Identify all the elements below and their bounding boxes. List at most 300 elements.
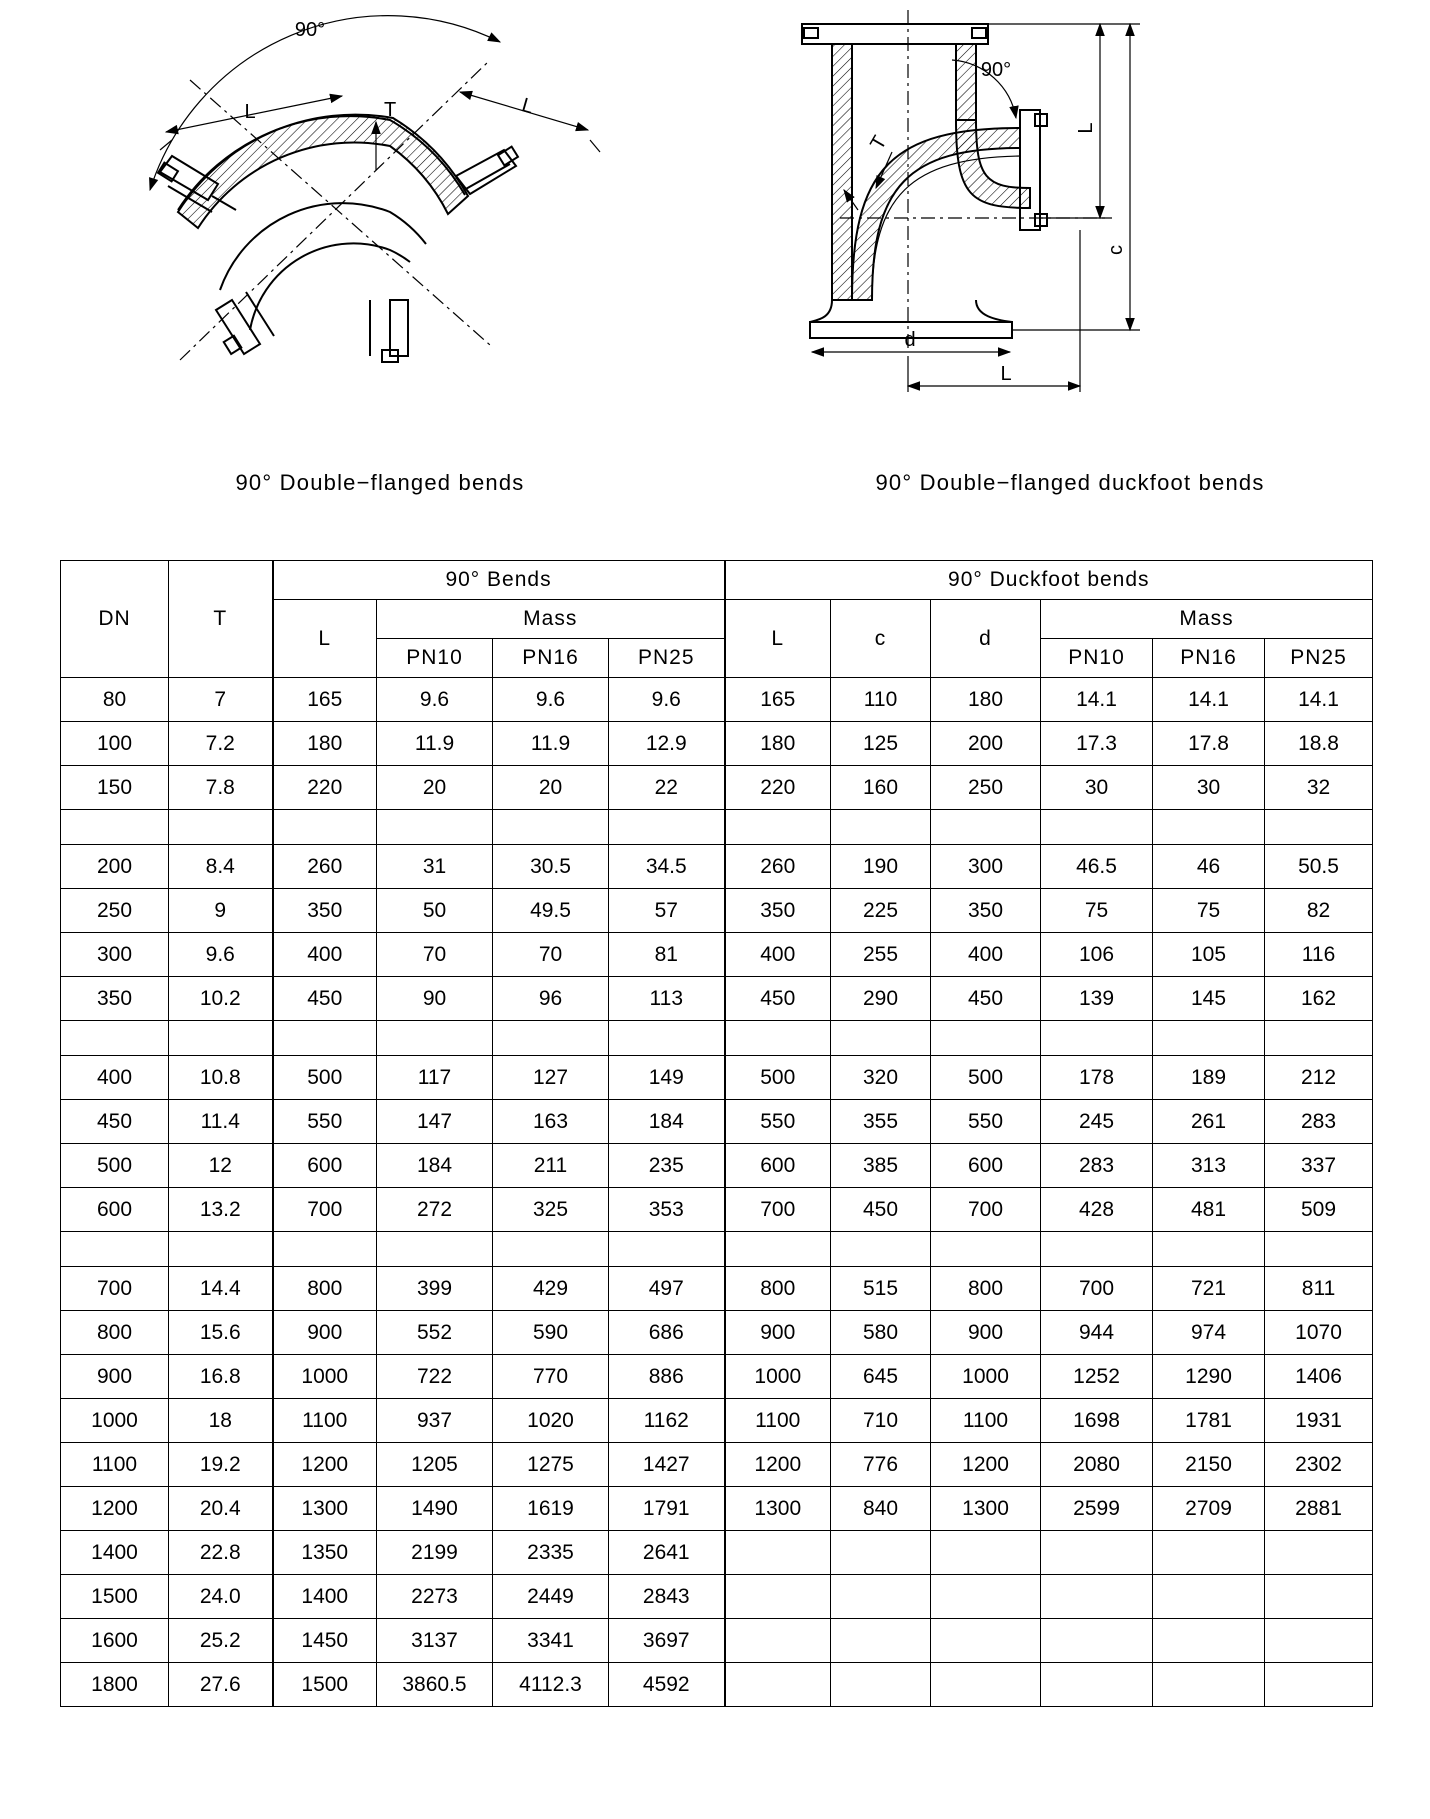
table-cell-b16: 11.9 — [493, 722, 609, 766]
table-cell-blank — [1265, 1232, 1373, 1267]
table-cell-d10: 75 — [1041, 889, 1153, 933]
table-cell-d10: 14.1 — [1041, 678, 1153, 722]
table-cell-dl: 260 — [725, 845, 831, 889]
table-body — [61, 678, 1373, 1707]
table-row — [61, 1575, 1373, 1619]
table-cell-dn: 900 — [61, 1355, 169, 1399]
table-cell-d10: 944 — [1041, 1311, 1153, 1355]
table-cell-t: 19.2 — [169, 1443, 273, 1487]
table-cell-bl: 1450 — [273, 1619, 377, 1663]
table-cell-b16: 70 — [493, 933, 609, 977]
table-cell-b25: 4592 — [609, 1663, 725, 1707]
table-cell-bl: 700 — [273, 1188, 377, 1232]
table-cell-bl: 350 — [273, 889, 377, 933]
table-row — [61, 977, 1373, 1021]
table-cell-blank — [831, 1232, 931, 1267]
dimension-label-T-right: T — [866, 132, 892, 154]
table-cell-blank — [273, 1232, 377, 1267]
table-cell-b16: 127 — [493, 1056, 609, 1100]
table-cell-blank — [609, 810, 725, 845]
table-cell-dl: 600 — [725, 1144, 831, 1188]
table-cell-b10: 11.9 — [377, 722, 493, 766]
table-cell-blank — [61, 1232, 169, 1267]
table-cell-d10 — [1041, 1575, 1153, 1619]
table-cell-dl: 1100 — [725, 1399, 831, 1443]
group-header-bends: 90° Bends — [273, 561, 725, 600]
table-cell-dn: 800 — [61, 1311, 169, 1355]
table-cell-b10: 70 — [377, 933, 493, 977]
table-cell-b16: 590 — [493, 1311, 609, 1355]
table-cell-b25: 3697 — [609, 1619, 725, 1663]
table-cell-d10: 245 — [1041, 1100, 1153, 1144]
table-cell-d25: 2881 — [1265, 1487, 1373, 1531]
table-cell-dn: 1200 — [61, 1487, 169, 1531]
table-cell-b10: 90 — [377, 977, 493, 1021]
table-cell-b10: 3137 — [377, 1619, 493, 1663]
table-cell-blank — [493, 1021, 609, 1056]
table-cell-dl — [725, 1575, 831, 1619]
table-cell-bl: 1200 — [273, 1443, 377, 1487]
table-cell-b16: 20 — [493, 766, 609, 810]
table-cell-b10: 2199 — [377, 1531, 493, 1575]
table-cell-dn: 400 — [61, 1056, 169, 1100]
table-cell-b10: 31 — [377, 845, 493, 889]
table-cell-blank — [1041, 1021, 1153, 1056]
table-cell-d10: 1252 — [1041, 1355, 1153, 1399]
table-cell-d25: 1931 — [1265, 1399, 1373, 1443]
table-cell-d10 — [1041, 1619, 1153, 1663]
table-cell-dl: 220 — [725, 766, 831, 810]
table-cell-dl: 450 — [725, 977, 831, 1021]
table-cell-blank — [493, 1232, 609, 1267]
table-cell-blank — [169, 810, 273, 845]
column-header-duckfoot-pn10: PN10 — [1041, 639, 1153, 678]
table-cell-d10: 30 — [1041, 766, 1153, 810]
table-cell-bl: 550 — [273, 1100, 377, 1144]
table-cell-dd: 550 — [931, 1100, 1041, 1144]
table-cell-bl: 400 — [273, 933, 377, 977]
table-cell-b25: 9.6 — [609, 678, 725, 722]
column-header-duckfoot-pn25: PN25 — [1265, 639, 1373, 678]
table-cell-b10: 552 — [377, 1311, 493, 1355]
table-cell-dl: 350 — [725, 889, 831, 933]
table-cell-dd: 1100 — [931, 1399, 1041, 1443]
column-header-bends-pn25: PN25 — [609, 639, 725, 678]
table-cell-b25: 2843 — [609, 1575, 725, 1619]
table-cell-bl: 800 — [273, 1267, 377, 1311]
table-cell-b25: 1427 — [609, 1443, 725, 1487]
table-cell-dc — [831, 1531, 931, 1575]
table-cell-d16: 145 — [1153, 977, 1265, 1021]
flange-bottom-right — [370, 300, 408, 362]
table-cell-dd: 800 — [931, 1267, 1041, 1311]
table-row — [61, 1311, 1373, 1355]
column-header-t: T — [169, 561, 273, 678]
angle-label-left: 90° — [294, 19, 326, 41]
table-cell-blank — [931, 1021, 1041, 1056]
table-cell-blank — [169, 1232, 273, 1267]
table-cell-d25 — [1265, 1531, 1373, 1575]
table-cell-dn: 1100 — [61, 1443, 169, 1487]
table-cell-b16: 4112.3 — [493, 1663, 609, 1707]
table-cell-b25: 497 — [609, 1267, 725, 1311]
table-cell-b16: 9.6 — [493, 678, 609, 722]
table-row — [61, 1663, 1373, 1707]
table-cell-b16: 96 — [493, 977, 609, 1021]
table-cell-dn: 500 — [61, 1144, 169, 1188]
table-cell-b16: 2335 — [493, 1531, 609, 1575]
table-cell-d16: 481 — [1153, 1188, 1265, 1232]
table-cell-t: 15.6 — [169, 1311, 273, 1355]
table-cell-bl: 600 — [273, 1144, 377, 1188]
table-cell-dl: 165 — [725, 678, 831, 722]
spec-table — [60, 560, 1373, 1707]
table-cell-d16: 313 — [1153, 1144, 1265, 1188]
table-cell-dc: 776 — [831, 1443, 931, 1487]
table-cell-dn: 300 — [61, 933, 169, 977]
table-cell-blank — [377, 810, 493, 845]
table-spacer-row — [61, 1232, 1373, 1267]
table-cell-blank — [61, 1021, 169, 1056]
table-cell-d10: 1698 — [1041, 1399, 1153, 1443]
table-cell-dl: 700 — [725, 1188, 831, 1232]
group-header-duckfoot: 90° Duckfoot bends — [725, 561, 1373, 600]
column-header-duckfoot-mass: Mass — [1041, 600, 1373, 639]
outlet-flange — [1020, 110, 1047, 230]
table-cell-b10: 722 — [377, 1355, 493, 1399]
table-cell-d16: 30 — [1153, 766, 1265, 810]
table-cell-b25: 353 — [609, 1188, 725, 1232]
table-row — [61, 766, 1373, 810]
table-cell-dd — [931, 1619, 1041, 1663]
table-cell-b10: 937 — [377, 1399, 493, 1443]
table-cell-d16 — [1153, 1619, 1265, 1663]
table-cell-blank — [273, 1021, 377, 1056]
table-cell-dc: 160 — [831, 766, 931, 810]
table-cell-dc: 290 — [831, 977, 931, 1021]
top-flange — [802, 24, 988, 44]
table-cell-dn: 1800 — [61, 1663, 169, 1707]
table-cell-dn: 250 — [61, 889, 169, 933]
table-cell-dd — [931, 1531, 1041, 1575]
table-cell-d16: 14.1 — [1153, 678, 1265, 722]
dimension-label-L-left: L — [244, 101, 256, 123]
table-cell-blank — [609, 1021, 725, 1056]
table-cell-b10: 1205 — [377, 1443, 493, 1487]
table-cell-d16: 1290 — [1153, 1355, 1265, 1399]
column-header-duckfoot-c: c — [831, 600, 931, 678]
table-row — [61, 1056, 1373, 1100]
table-cell-b25: 34.5 — [609, 845, 725, 889]
table-cell-dc: 840 — [831, 1487, 931, 1531]
table-cell-blank — [1041, 1232, 1153, 1267]
table-cell-blank — [377, 1021, 493, 1056]
table-cell-d25: 283 — [1265, 1100, 1373, 1144]
table-cell-dn: 1400 — [61, 1531, 169, 1575]
table-cell-d16: 1781 — [1153, 1399, 1265, 1443]
table-cell-b16: 770 — [493, 1355, 609, 1399]
table-row — [61, 1619, 1373, 1663]
column-header-bends-mass: Mass — [377, 600, 725, 639]
table-cell-dd: 250 — [931, 766, 1041, 810]
table-cell-b16: 211 — [493, 1144, 609, 1188]
table-row — [61, 678, 1373, 722]
table-cell-bl: 1300 — [273, 1487, 377, 1531]
table-cell-dl: 180 — [725, 722, 831, 766]
table-cell-bl: 260 — [273, 845, 377, 889]
column-header-duckfoot-d: d — [931, 600, 1041, 678]
table-cell-d25: 116 — [1265, 933, 1373, 977]
table-cell-dl: 800 — [725, 1267, 831, 1311]
table-cell-dn: 1600 — [61, 1619, 169, 1663]
table-cell-d10: 178 — [1041, 1056, 1153, 1100]
table-cell-bl: 500 — [273, 1056, 377, 1100]
table-cell-b10: 147 — [377, 1100, 493, 1144]
table-cell-blank — [831, 1021, 931, 1056]
table-cell-bl: 220 — [273, 766, 377, 810]
table-cell-b25: 886 — [609, 1355, 725, 1399]
table-cell-dc: 190 — [831, 845, 931, 889]
figures-section — [0, 0, 1430, 520]
table-cell-t: 9.6 — [169, 933, 273, 977]
dimension-label-L-vertical: L — [1075, 122, 1097, 134]
table-row — [61, 889, 1373, 933]
table-cell-b10: 9.6 — [377, 678, 493, 722]
table-cell-d25: 509 — [1265, 1188, 1373, 1232]
table-cell-dd: 300 — [931, 845, 1041, 889]
header-row-groups — [61, 561, 1373, 600]
table-cell-d25: 811 — [1265, 1267, 1373, 1311]
table-cell-b25: 113 — [609, 977, 725, 1021]
table-cell-d10: 106 — [1041, 933, 1153, 977]
table-cell-bl: 1400 — [273, 1575, 377, 1619]
table-row — [61, 1487, 1373, 1531]
column-header-duckfoot-pn16: PN16 — [1153, 639, 1265, 678]
table-cell-t: 16.8 — [169, 1355, 273, 1399]
table-cell-d25: 18.8 — [1265, 722, 1373, 766]
table-cell-d16: 2150 — [1153, 1443, 1265, 1487]
table-head — [61, 561, 1373, 678]
table-cell-b10: 272 — [377, 1188, 493, 1232]
table-cell-d16: 17.8 — [1153, 722, 1265, 766]
table-cell-dl: 900 — [725, 1311, 831, 1355]
table-cell-b16: 325 — [493, 1188, 609, 1232]
table-cell-dn: 1500 — [61, 1575, 169, 1619]
table-cell-d25 — [1265, 1663, 1373, 1707]
table-cell-d10: 17.3 — [1041, 722, 1153, 766]
table-cell-blank — [609, 1232, 725, 1267]
table-cell-d25: 2302 — [1265, 1443, 1373, 1487]
table-cell-blank — [1041, 810, 1153, 845]
dimension-label-c: c — [1105, 245, 1127, 255]
table-cell-b16: 30.5 — [493, 845, 609, 889]
table-cell-dd: 350 — [931, 889, 1041, 933]
table-cell-dl: 1300 — [725, 1487, 831, 1531]
table-cell-dd — [931, 1663, 1041, 1707]
table-cell-b16: 49.5 — [493, 889, 609, 933]
table-cell-dl: 400 — [725, 933, 831, 977]
dimension-label-T: T — [384, 99, 397, 121]
table-cell-b10: 1490 — [377, 1487, 493, 1531]
table-cell-dc: 450 — [831, 1188, 931, 1232]
table-cell-dc — [831, 1575, 931, 1619]
table-row — [61, 722, 1373, 766]
table-cell-bl: 1350 — [273, 1531, 377, 1575]
table-cell-b10: 20 — [377, 766, 493, 810]
table-cell-d10 — [1041, 1531, 1153, 1575]
table-cell-b10: 184 — [377, 1144, 493, 1188]
table-cell-blank — [725, 810, 831, 845]
table-cell-dc — [831, 1619, 931, 1663]
table-cell-blank — [725, 1021, 831, 1056]
table-row — [61, 1399, 1373, 1443]
table-cell-b25: 686 — [609, 1311, 725, 1355]
table-cell-d10: 2599 — [1041, 1487, 1153, 1531]
column-header-bends-l: L — [273, 600, 377, 678]
table-cell-b10: 50 — [377, 889, 493, 933]
table-cell-b25: 149 — [609, 1056, 725, 1100]
table-cell-t: 8.4 — [169, 845, 273, 889]
table-cell-d25: 14.1 — [1265, 678, 1373, 722]
table-cell-dn: 80 — [61, 678, 169, 722]
table-cell-t: 13.2 — [169, 1188, 273, 1232]
table-cell-dd: 700 — [931, 1188, 1041, 1232]
figure-caption-left: 90° Double−flanged bends — [235, 470, 525, 495]
dimension-label-L-bottom: L — [1000, 363, 1012, 385]
table-cell-blank — [377, 1232, 493, 1267]
table-cell-dn: 200 — [61, 845, 169, 889]
table-cell-d16 — [1153, 1575, 1265, 1619]
table-cell-d16: 105 — [1153, 933, 1265, 977]
table-cell-dd: 1000 — [931, 1355, 1041, 1399]
table-cell-d16: 2709 — [1153, 1487, 1265, 1531]
table-spacer-row — [61, 1021, 1373, 1056]
table-cell-bl: 1100 — [273, 1399, 377, 1443]
table-cell-blank — [1153, 1232, 1265, 1267]
spec-table-wrap — [60, 560, 1372, 1707]
table-cell-b16: 2449 — [493, 1575, 609, 1619]
table-cell-dc: 385 — [831, 1144, 931, 1188]
table-cell-dn: 600 — [61, 1188, 169, 1232]
table-cell-blank — [1265, 1021, 1373, 1056]
table-cell-b25: 1791 — [609, 1487, 725, 1531]
table-cell-d16: 974 — [1153, 1311, 1265, 1355]
table-cell-d25: 82 — [1265, 889, 1373, 933]
table-cell-b25: 57 — [609, 889, 725, 933]
table-cell-d16: 46 — [1153, 845, 1265, 889]
table-cell-bl: 900 — [273, 1311, 377, 1355]
table-row — [61, 1267, 1373, 1311]
table-cell-dl — [725, 1663, 831, 1707]
double-flanged-bend-drawing — [60, 0, 700, 460]
table-cell-t: 9 — [169, 889, 273, 933]
table-cell-d10 — [1041, 1663, 1153, 1707]
table-cell-d25: 1406 — [1265, 1355, 1373, 1399]
table-cell-bl: 1500 — [273, 1663, 377, 1707]
figure-caption-right: 90° Double−flanged duckfoot bends — [875, 470, 1265, 495]
table-cell-t: 22.8 — [169, 1531, 273, 1575]
table-cell-dc — [831, 1663, 931, 1707]
table-cell-d16 — [1153, 1531, 1265, 1575]
table-cell-dc: 225 — [831, 889, 931, 933]
table-cell-t: 20.4 — [169, 1487, 273, 1531]
table-cell-dn: 100 — [61, 722, 169, 766]
table-cell-blank — [1153, 810, 1265, 845]
table-cell-d16: 721 — [1153, 1267, 1265, 1311]
table-cell-dn: 1000 — [61, 1399, 169, 1443]
table-spacer-row — [61, 810, 1373, 845]
table-cell-d10: 139 — [1041, 977, 1153, 1021]
table-cell-blank — [931, 810, 1041, 845]
table-cell-t: 7.8 — [169, 766, 273, 810]
table-cell-d10: 283 — [1041, 1144, 1153, 1188]
table-cell-blank — [1153, 1021, 1265, 1056]
table-cell-t: 10.8 — [169, 1056, 273, 1100]
table-cell-d16: 189 — [1153, 1056, 1265, 1100]
table-cell-t: 14.4 — [169, 1267, 273, 1311]
table-cell-d10: 46.5 — [1041, 845, 1153, 889]
table-cell-blank — [1265, 810, 1373, 845]
table-cell-b16: 1020 — [493, 1399, 609, 1443]
table-cell-b10: 3860.5 — [377, 1663, 493, 1707]
table-cell-blank — [831, 810, 931, 845]
table-cell-dl: 1000 — [725, 1355, 831, 1399]
table-cell-dd: 200 — [931, 722, 1041, 766]
column-header-bends-pn10: PN10 — [377, 639, 493, 678]
column-header-duckfoot-l: L — [725, 600, 831, 678]
table-cell-t: 10.2 — [169, 977, 273, 1021]
table-cell-bl: 165 — [273, 678, 377, 722]
table-cell-dd: 500 — [931, 1056, 1041, 1100]
table-cell-dd: 180 — [931, 678, 1041, 722]
table-cell-dd: 600 — [931, 1144, 1041, 1188]
table-cell-dc: 355 — [831, 1100, 931, 1144]
column-header-dn: DN — [61, 561, 169, 678]
table-cell-dc: 710 — [831, 1399, 931, 1443]
table-row — [61, 845, 1373, 889]
flange-right — [456, 147, 518, 194]
table-cell-dc: 645 — [831, 1355, 931, 1399]
table-row — [61, 933, 1373, 977]
table-cell-b25: 2641 — [609, 1531, 725, 1575]
table-cell-bl: 1000 — [273, 1355, 377, 1399]
table-cell-bl: 180 — [273, 722, 377, 766]
table-cell-dl — [725, 1619, 831, 1663]
table-cell-blank — [61, 810, 169, 845]
table-cell-d25: 50.5 — [1265, 845, 1373, 889]
column-header-bends-pn16: PN16 — [493, 639, 609, 678]
table-cell-d25: 1070 — [1265, 1311, 1373, 1355]
table-cell-b25: 22 — [609, 766, 725, 810]
table-cell-b25: 184 — [609, 1100, 725, 1144]
table-cell-b16: 1275 — [493, 1443, 609, 1487]
angle-label-right: 90° — [980, 59, 1012, 81]
table-cell-dl: 500 — [725, 1056, 831, 1100]
table-cell-d25 — [1265, 1575, 1373, 1619]
table-cell-b10: 399 — [377, 1267, 493, 1311]
table-cell-blank — [931, 1232, 1041, 1267]
table-cell-blank — [493, 810, 609, 845]
table-cell-dn: 150 — [61, 766, 169, 810]
table-cell-t: 25.2 — [169, 1619, 273, 1663]
table-row — [61, 1531, 1373, 1575]
table-cell-bl: 450 — [273, 977, 377, 1021]
table-cell-b10: 2273 — [377, 1575, 493, 1619]
table-cell-dl: 1200 — [725, 1443, 831, 1487]
table-cell-blank — [725, 1232, 831, 1267]
table-cell-d25: 32 — [1265, 766, 1373, 810]
duckfoot-bend-drawing — [780, 0, 1360, 460]
